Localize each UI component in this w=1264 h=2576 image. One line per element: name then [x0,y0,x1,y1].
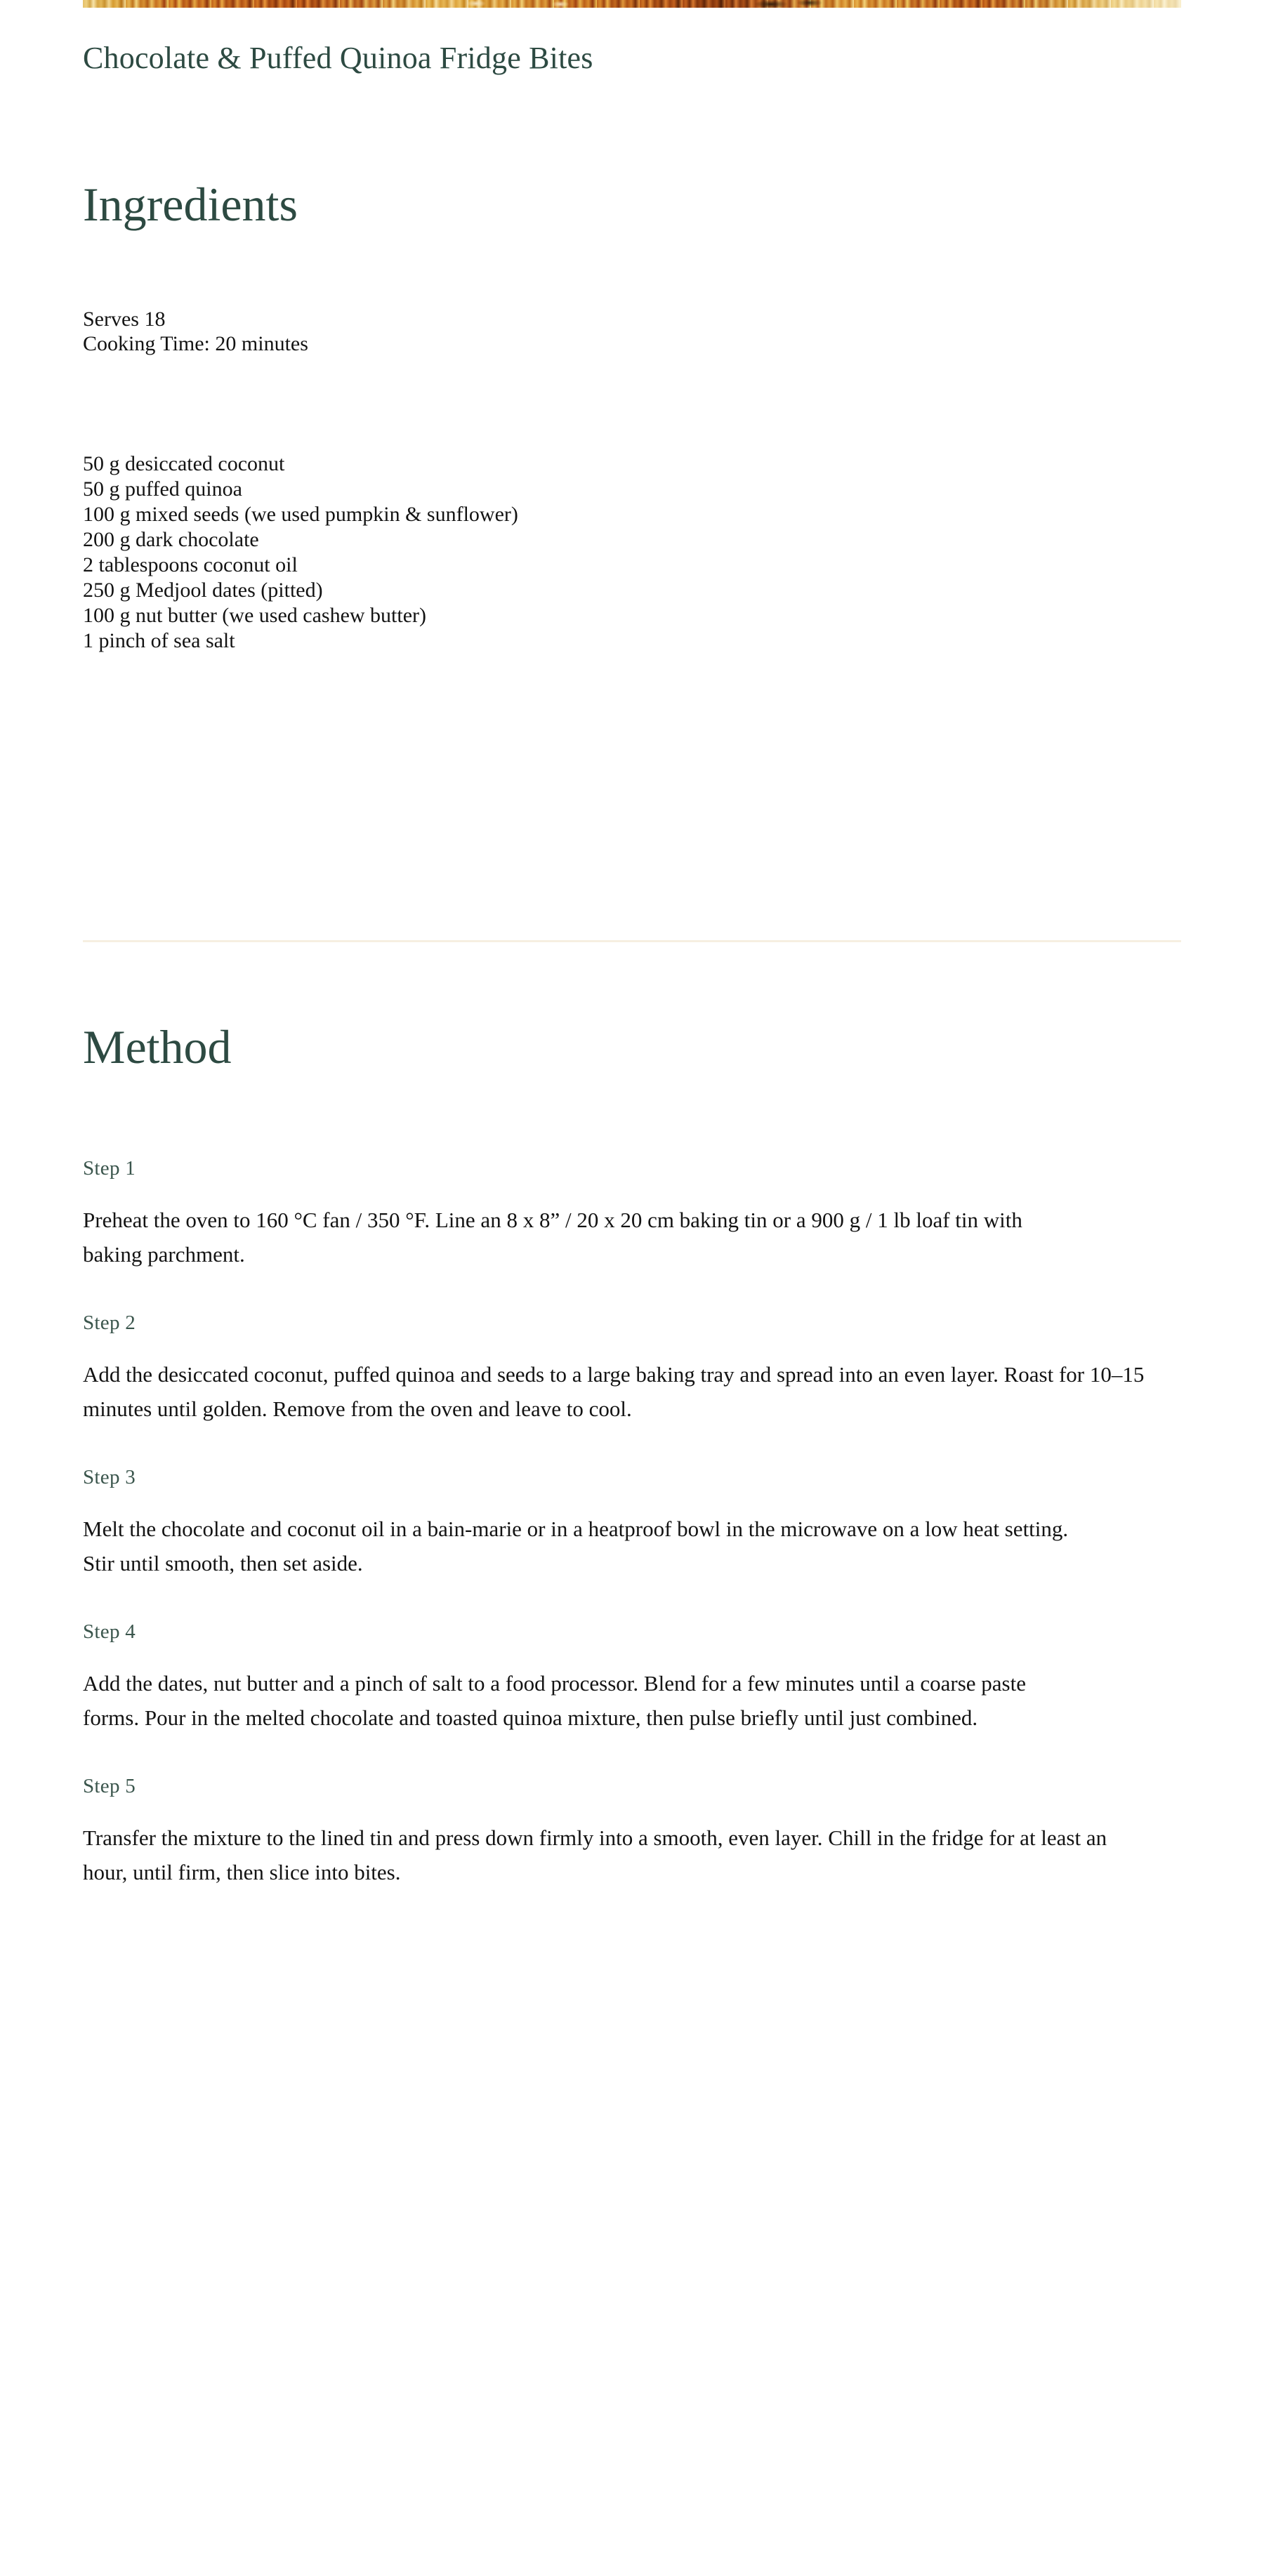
ingredient-item: 50 g desiccated coconut [83,452,285,475]
section-divider [83,940,1181,942]
ingredient-item: 1 pinch of sea salt [83,629,235,652]
step-label: Step 3 [83,1466,136,1488]
method-step [83,1465,1181,1580]
ingredient-item: 200 g dark chocolate [83,528,259,551]
step-label: Step 5 [83,1775,136,1797]
method-step [83,1310,1181,1426]
ingredient-item: 100 g nut butter (we used cashew butter) [83,604,427,627]
step-text: Add the dates, nut butter and a pinch of salt to a food processor. Blend for a few minutes until a coarse paste forms. Pour in the melted chocolate and toasted quinoa mixture, then pulse briefly until just combined. [83,1671,1026,1730]
step-text: Melt the chocolate and coconut oil in a bain-marie or in a heatproof bowl in the microwave on a low heat setting. Stir until smooth, then set aside. [83,1517,1069,1576]
step-label: Step 4 [83,1620,136,1643]
method-heading: Method [83,1020,232,1074]
step-text: Preheat the oven to 160 °C fan / 350 °F. Line an 8 x 8” / 20 x 20 cm baking tin or a 900 g / 1 lb loaf tin with baking parchment. [83,1208,1022,1267]
page-title: Chocolate & Puffed Quinoa Fridge Bites [83,41,593,75]
step-label: Step 1 [83,1157,136,1180]
method-step [83,1774,1181,1889]
ingredient-item: 2 tablespoons coconut oil [83,553,298,576]
hero-photo-texture [83,0,1181,8]
method-step [83,1619,1181,1735]
step-label: Step 2 [83,1312,136,1334]
cooking-time-text: Cooking Time: 20 minutes [83,332,308,355]
serves-text: Serves 18 [83,308,166,331]
ingredient-item: 250 g Medjool dates (pitted) [83,579,323,602]
ingredients-heading: Ingredients [83,178,298,231]
method-steps [83,1156,1181,1889]
ingredient-item: 50 g puffed quinoa [83,477,242,501]
ingredient-list [83,451,518,654]
recipe-meta [83,307,308,356]
method-step [83,1156,1181,1272]
step-text: Transfer the mixture to the lined tin and press down firmly into a smooth, even layer. Chill in the fridge for at least an hour, until firm, then slice into bites. [83,1825,1107,1884]
hero-image [83,0,1181,8]
ingredient-item: 100 g mixed seeds (we used pumpkin & sunflower) [83,503,518,526]
step-text: Add the desiccated coconut, puffed quinoa and seeds to a large baking tray and spread into an even layer. Roast for 10–15 minutes until golden. Remove from the oven and leave to cool. [83,1362,1145,1421]
